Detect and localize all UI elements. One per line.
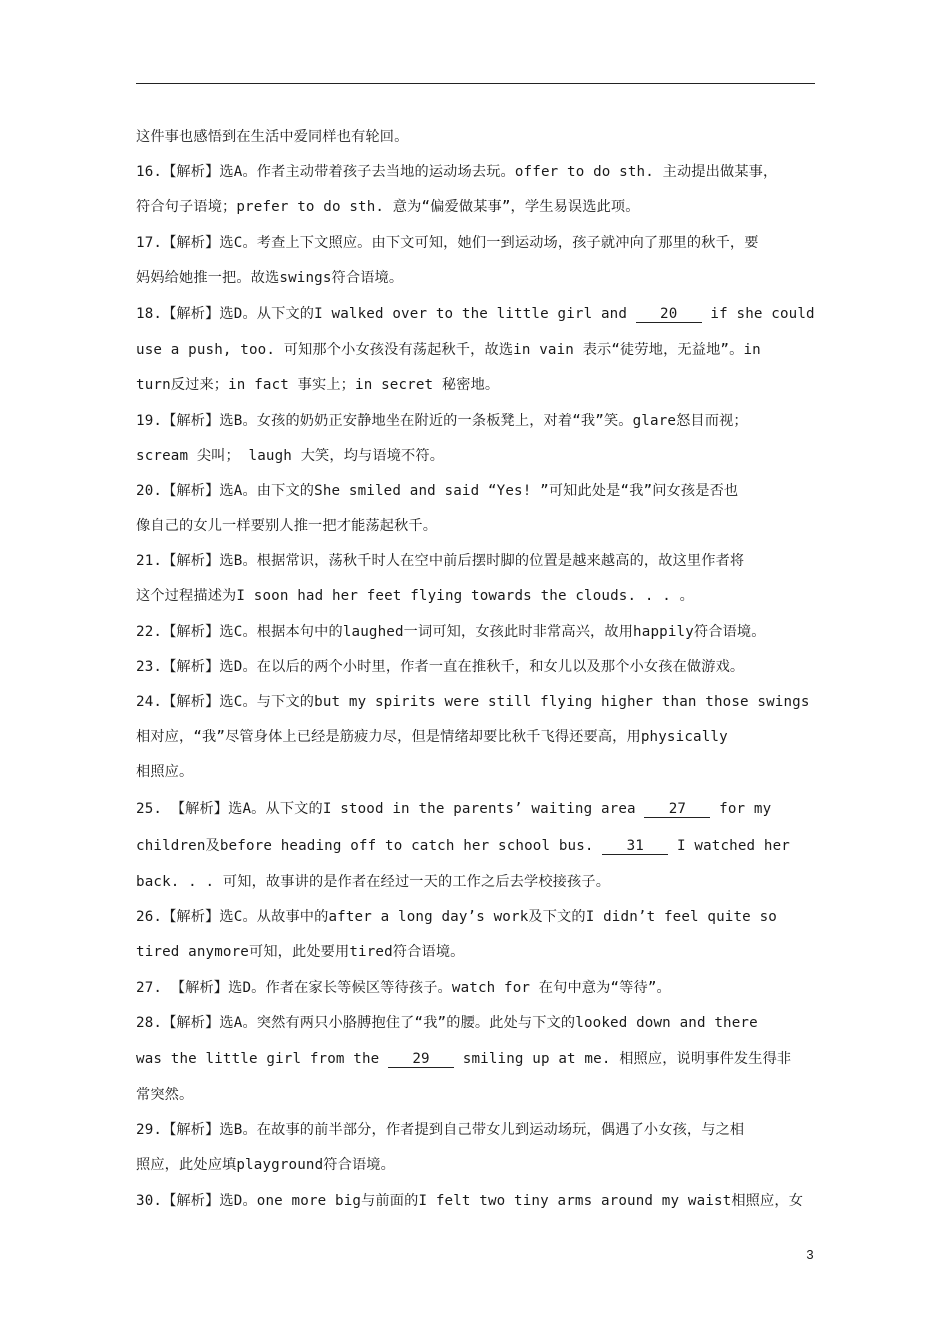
text-line: 27. 【解析】选D。作者在家长等候区等待孩子。watch for 在句中意为“等待”。 — [136, 979, 671, 996]
text-line: 28.【解析】选A。突然有两只小胳膊抱住了“我”的腰。此处与下文的looked down and there — [136, 1014, 758, 1031]
text-line: 22.【解析】选C。根据本句中的laughed一词可知，女孩此时非常高兴，故用happily符合语境。 — [136, 623, 766, 640]
text-line: back. . . 可知，故事讲的是作者在经过一天的工作之后去学校接孩子。 — [136, 873, 611, 890]
text-line — [136, 296, 815, 333]
text-line: 23.【解析】选D。在以后的两个小时里，作者一直在推秋千，和女儿以及那个小女孩在做游戏。 — [136, 658, 745, 675]
line-text-before-blank: children及before heading off to catch her school bus. — [136, 837, 603, 854]
text-line: 21.【解析】选B。根据常识，荡秋千时人在空中前后摆时脚的位置是越来越高的，故这里作者将 — [136, 553, 745, 570]
text-line: 30.【解析】选D。one more big与前面的I felt two tiny arms around my waist相照应，女 — [136, 1192, 804, 1209]
header-rule — [136, 83, 815, 84]
text-line — [136, 791, 815, 828]
text-line: 16.【解析】选A。作者主动带着孩子去当地的运动场去玩。offer to do sth. 主动提出做某事， — [136, 164, 778, 181]
line-text-after-blank: smiling up at me. 相照应，说明事件发生得非 — [454, 1050, 792, 1067]
text-line: 相对应，“我”尽管身体上已经是筋疲力尽，但是情绪却要比秋千飞得还要高，用physically — [136, 729, 728, 746]
text-line: 像自己的女儿一样要别人推一把才能荡起秋千。 — [136, 518, 438, 535]
text-line — [136, 1041, 815, 1078]
answer-blank: 29 — [388, 1051, 454, 1068]
text-line: tired anymore可知，此处要用tired符合语境。 — [136, 944, 465, 961]
text-line: 妈妈给她推一把。故选swings符合语境。 — [136, 269, 404, 286]
text-line: 26.【解析】选C。从故事中的after a long day’s work及下文的I didn’t feel quite so — [136, 909, 777, 926]
text-line: use a push, too. 可知那个小女孩没有荡起秋千，故选in vain 表示“徒劳地，无益地”。in — [136, 342, 761, 359]
text-line: 常突然。 — [136, 1087, 194, 1104]
text-line: 这件事也感悟到在生活中爱同样也有轮回。 — [136, 129, 409, 145]
text-line: 符合句子语境；prefer to do sth. 意为“偏爱做某事”，学生易误选此项。 — [136, 199, 640, 216]
line-text-before-blank: was the little girl from the — [136, 1050, 389, 1067]
text-line: scream 尖叫； laugh 大笑，均与语境不符。 — [136, 447, 445, 464]
text-line: 照应，此处应填playground符合语境。 — [136, 1157, 395, 1174]
text-line: turn反过来；in fact 事实上；in secret 秘密地。 — [136, 377, 500, 394]
text-line: 29.【解析】选B。在故事的前半部分，作者提到自己带女儿到运动场玩，偶遇了小女孩，与之相 — [136, 1122, 745, 1139]
text-line — [136, 828, 815, 865]
answer-blank: 20 — [636, 306, 702, 323]
text-line: 24.【解析】选C。与下文的but my spirits were still flying higher than those swings — [136, 694, 810, 710]
document-body — [136, 120, 815, 1219]
text-line: 相照应。 — [136, 764, 194, 781]
page-number: 3 — [806, 1247, 814, 1262]
answer-blank: 31 — [602, 838, 668, 855]
text-line: 19.【解析】选B。女孩的奶奶正安静地坐在附近的一条板凳上，对着“我”笑。glare怒目而视； — [136, 412, 748, 429]
line-text-after-blank: I watched her — [668, 837, 790, 854]
text-line: 17.【解析】选C。考查上下文照应。由下文可知，她们一到运动场，孩子就冲向了那里的秋千，要 — [136, 234, 759, 251]
line-text-after-blank: for my — [710, 800, 772, 817]
answer-blank: 27 — [644, 801, 710, 818]
text-line: 这个过程描述为I soon had her feet flying towards the clouds. . . 。 — [136, 588, 694, 605]
text-line: 20.【解析】选A。由下文的She smiled and said “Yes! ”可知此处是“我”问女孩是否也 — [136, 482, 739, 499]
line-text-before-blank: 25. 【解析】选A。从下文的I stood in the parents’ waiting area — [136, 800, 645, 817]
line-text-after-blank: if she could — [701, 305, 815, 322]
line-text-before-blank: 18.【解析】选D。从下文的I walked over to the little girl and — [136, 305, 636, 322]
